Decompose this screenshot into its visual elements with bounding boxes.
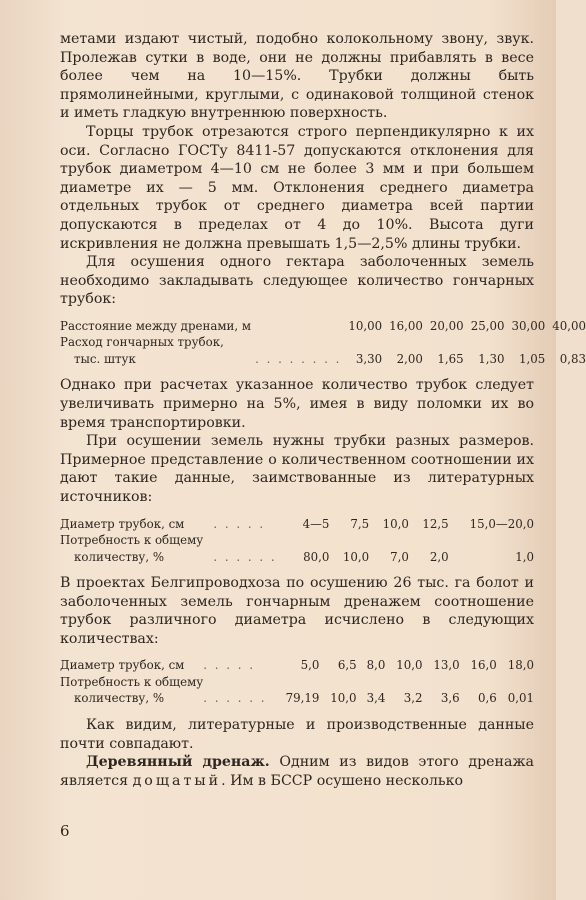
leader-dots: . . . . . . . . <box>255 351 342 366</box>
table-cell: 30,00 <box>511 318 546 333</box>
table-row <box>60 690 534 707</box>
table-cell: 20,00 <box>429 318 464 333</box>
paragraph-2: Торцы трубок отрезаются строго перпендикулярно к их оси. Согласно ГОСТу 8411-57 допускаются отклонения для трубок диаметром 4—10 см не более 3 мм и при большем диаметре их — 5 мм. Отклонения среднего диаметра отдельных трубок от среднего диаметра всей партии допускаются в пределах от 4 до 10%. Высота дуги искривления не должна превышать 1,5—2,5% длины трубки. <box>60 123 534 252</box>
row-label: количеству, % <box>74 549 165 564</box>
row-label: количеству, % <box>74 691 165 706</box>
table-cell: 0,6 <box>478 691 497 706</box>
table-cell: 0,01 <box>507 691 534 706</box>
row-label: Потребность к общему <box>60 533 204 548</box>
pipe-diameter-project-table <box>60 657 534 707</box>
leader-dots: . . . . . <box>213 516 266 531</box>
paragraph-1: метами издают чистый, подобно колокольному звону, звук. Пролежав сутки в воде, они не должны прибавлять в весе более чем на 10—15%. Трубки должны быть прямолинейными, круглыми, с одинаковой толщиной стенок и иметь гладкую внутреннюю поверхность. <box>60 31 534 122</box>
table-cell: 16,00 <box>389 318 423 333</box>
table-cell: 3,30 <box>355 351 383 366</box>
section-heading: Деревянный дренаж. <box>86 754 270 771</box>
table-cell: 18,0 <box>507 658 534 673</box>
leader-dots: . . . . . <box>203 658 256 673</box>
page-number: 6 <box>60 822 70 840</box>
table-cell: 10,0 <box>382 516 409 531</box>
table-cell: 10,0 <box>330 691 357 706</box>
text-run: Одним из видов этого дренажа является <box>60 754 534 789</box>
paragraph-6: В проектах Белгипроводхоза по осушению 26 тыс. га болот и заболоченных земель гончарным дренажем соотношение трубок различного диаметра исчислено в следующих количествах: <box>60 575 534 647</box>
table-cell: 3,2 <box>403 691 423 706</box>
table-cell: 10,00 <box>348 318 383 333</box>
table-cell: 3,6 <box>440 691 460 706</box>
table-row <box>60 549 534 566</box>
text-run: . Им в БССР осушено несколько <box>221 772 464 789</box>
table-row <box>60 334 586 351</box>
table-cell: 12,5 <box>422 516 449 531</box>
table-cell: 1,0 <box>515 549 534 564</box>
table-cell: 3,4 <box>366 691 386 706</box>
paragraph-3: Для осушения одного гектара заболоченных земель необходимо закладывать следующее количество гончарных трубок: <box>60 254 534 308</box>
paragraph-5: При осушении земель нужны трубки разных размеров. Примерное представление о количественном соотношении их дают такие данные, заимствованные из литературных источников: <box>60 433 534 505</box>
table-row <box>60 318 586 335</box>
paragraph-7: Как видим, литературные и производственные данные почти совпадают. <box>60 716 534 752</box>
table-cell: 79,19 <box>285 691 320 706</box>
paragraph-4: Однако при расчетах указанное количество трубок следует увеличивать примерно на 5%, имея в виду поломки их во время транспортировки. <box>60 377 534 431</box>
table-cell: 1,05 <box>518 351 546 366</box>
table-cell: 2,0 <box>429 549 449 564</box>
table-cell: 1,30 <box>478 351 505 366</box>
table-row <box>60 674 534 691</box>
row-label: Диаметр трубок, см <box>60 658 185 673</box>
table-cell: 13,0 <box>433 658 460 673</box>
drain-spacing-table <box>60 318 586 368</box>
table-cell: 80,0 <box>303 549 330 564</box>
table-cell: 0,83 <box>559 351 586 366</box>
row-label: Потребность к общему <box>60 674 204 689</box>
table-cell: 7,0 <box>390 549 409 564</box>
table-cell: 40,00 <box>552 318 586 333</box>
table-cell: 5,0 <box>300 658 320 673</box>
table-row <box>60 532 534 549</box>
table-cell: 7,5 <box>350 516 370 531</box>
table-row <box>60 657 534 674</box>
row-label: Расстояние между дренами, м <box>60 318 252 333</box>
table-cell: 4—5 <box>302 516 330 531</box>
pipe-diameter-literature-table <box>60 516 534 566</box>
spaced-term: дощатый <box>132 772 222 789</box>
table-row <box>60 351 586 368</box>
row-label: Расход гончарных трубок, <box>60 335 224 350</box>
table-cell: 2,00 <box>396 351 423 366</box>
table-cell: 16,0 <box>470 658 497 673</box>
paragraph-8 <box>60 753 534 790</box>
table-cell: 8,0 <box>366 658 386 673</box>
row-label: Диаметр трубок, см <box>60 516 185 531</box>
table-cell: 1,65 <box>437 351 464 366</box>
leader-dots: . . . . . . <box>203 691 267 706</box>
table-cell: 10,0 <box>396 658 423 673</box>
table-cell: 25,00 <box>470 318 505 333</box>
table-cell: 15,0—20,0 <box>469 516 534 531</box>
leader-dots: . . . . . . <box>213 549 277 564</box>
table-cell: 6,5 <box>337 658 357 673</box>
table-cell: 10,0 <box>342 549 370 564</box>
table-row <box>60 516 534 533</box>
row-label: тыс. штук <box>74 351 136 366</box>
